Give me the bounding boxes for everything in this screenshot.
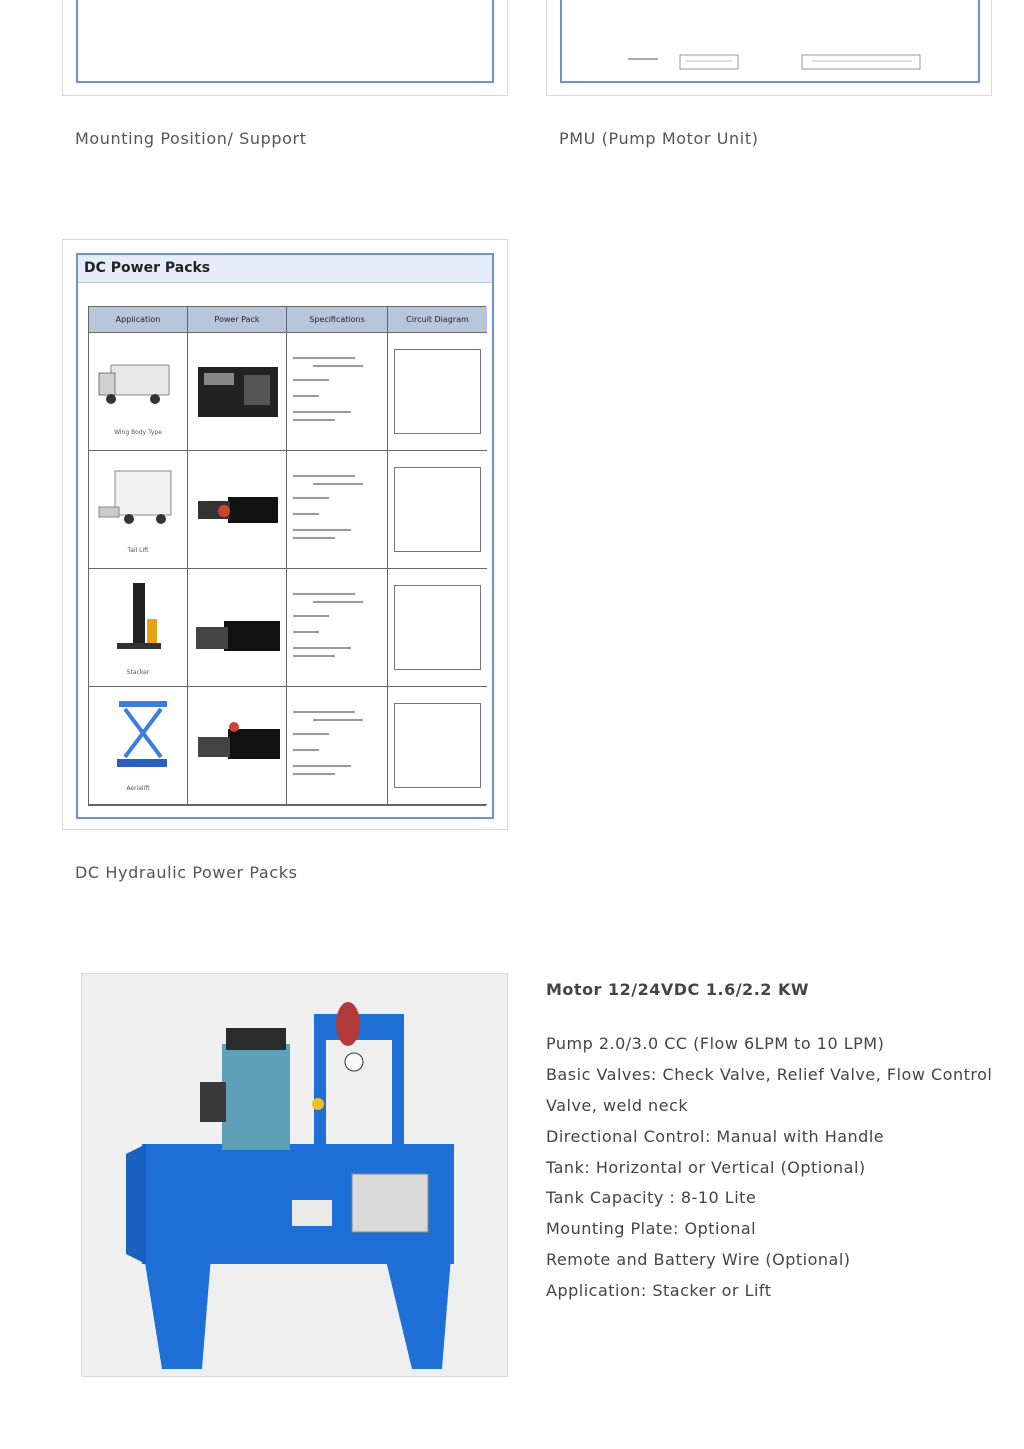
specifications-cell	[287, 451, 388, 569]
spec-text-line	[293, 537, 335, 539]
spec-text-line	[293, 529, 351, 531]
circuit-diagram-cell	[388, 569, 487, 687]
spec-item: Remote and Battery Wire (Optional)	[546, 1250, 851, 1269]
spec-item: Directional Control: Manual with Handle	[546, 1127, 885, 1146]
power-pack-cell	[188, 687, 287, 805]
gallery-caption: Mounting Position/ Support	[75, 129, 307, 148]
power-pack-cell	[188, 451, 287, 569]
spec-text-line	[313, 483, 363, 485]
spec-text-line	[293, 419, 335, 421]
power-pack-cell	[188, 333, 287, 451]
power-pack-icon	[188, 451, 286, 569]
row-label: Aerialift	[126, 785, 150, 792]
image-title: DC Power Packs	[78, 255, 492, 283]
spec-text-line	[293, 513, 319, 515]
circuit-diagram-cell	[388, 451, 487, 569]
circuit-diagram-cell	[388, 687, 487, 805]
image-border	[76, 0, 494, 83]
spec-text-line	[293, 655, 335, 657]
product-heading: Motor 12/24VDC 1.6/2.2 KW	[546, 980, 810, 999]
circuit-diagram-icon	[394, 585, 481, 670]
spec-text-line	[313, 719, 363, 721]
spec-item: Application: Stacker or Lift	[546, 1281, 772, 1300]
power-pack-icon	[188, 687, 286, 805]
application-cell	[89, 333, 188, 451]
spec-text-line	[293, 765, 351, 767]
dc-power-packs-table-image	[76, 253, 494, 819]
circuit-diagram-icon	[394, 349, 481, 434]
power-pack-cell	[188, 569, 287, 687]
gallery-image-pmu[interactable]	[546, 0, 992, 96]
gallery-caption: PMU (Pump Motor Unit)	[559, 129, 759, 148]
spec-text-line	[293, 395, 319, 397]
dimension-drawing-icon	[562, 0, 978, 79]
specifications-cell	[287, 333, 388, 451]
spec-text-line	[293, 411, 351, 413]
spec-item: Valve, weld neck	[546, 1096, 689, 1115]
spec-item: Tank: Horizontal or Vertical (Optional)	[546, 1158, 866, 1177]
hydraulic-power-unit-icon	[82, 974, 508, 1377]
row-label: Wing Body Type	[114, 429, 162, 436]
spec-text-line	[293, 631, 319, 633]
specifications-cell	[287, 687, 388, 805]
specifications-cell	[287, 569, 388, 687]
product-image[interactable]	[81, 973, 508, 1377]
spec-text-line	[293, 357, 355, 359]
spec-text-line	[293, 711, 355, 713]
spec-text-line	[293, 475, 355, 477]
circuit-diagram-icon	[394, 467, 481, 552]
spec-text-line	[293, 733, 329, 735]
spec-table	[88, 306, 486, 806]
application-cell	[89, 569, 188, 687]
gallery-image-mounting-position[interactable]	[62, 0, 508, 96]
circuit-diagram-icon	[394, 703, 481, 788]
spec-text-line	[293, 773, 335, 775]
spec-item: Tank Capacity : 8-10 Lite	[546, 1188, 757, 1207]
spec-text-line	[293, 647, 351, 649]
spec-item: Basic Valves: Check Valve, Relief Valve, Flow Control	[546, 1065, 993, 1084]
spec-text-line	[293, 379, 329, 381]
spec-text-line	[293, 497, 329, 499]
spec-text-line	[313, 365, 363, 367]
gallery-caption: DC Hydraulic Power Packs	[75, 863, 298, 882]
spec-item: Mounting Plate: Optional	[546, 1219, 757, 1238]
power-pack-icon	[188, 333, 286, 451]
column-header: Specifications	[287, 307, 388, 333]
circuit-diagram-cell	[388, 333, 487, 451]
spec-text-line	[313, 601, 363, 603]
column-header: Application	[89, 307, 188, 333]
spec-text-line	[293, 749, 319, 751]
spec-text-line	[293, 615, 329, 617]
spec-item: Pump 2.0/3.0 CC (Flow 6LPM to 10 LPM)	[546, 1034, 885, 1053]
image-border	[560, 0, 980, 83]
application-cell	[89, 687, 188, 805]
spec-text-line	[293, 593, 355, 595]
column-header: Power Pack	[188, 307, 287, 333]
row-label: Tail Lift	[127, 547, 149, 554]
column-header: Circuit Diagram	[388, 307, 487, 333]
application-cell	[89, 451, 188, 569]
row-label: Stacker	[126, 669, 150, 676]
power-pack-icon	[188, 569, 286, 687]
